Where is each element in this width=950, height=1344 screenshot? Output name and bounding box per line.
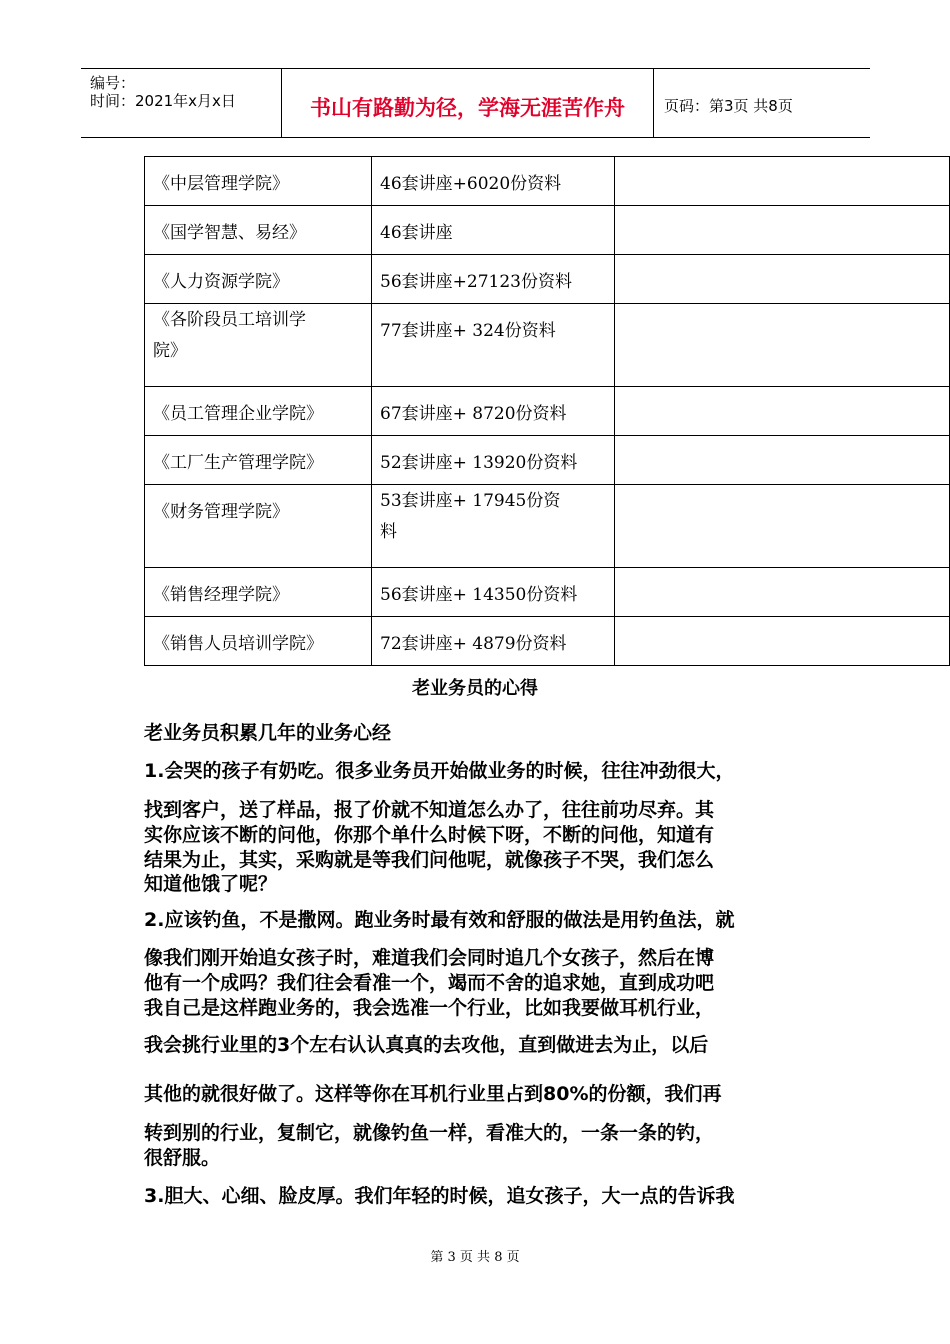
- article-line: 1.会哭的孩子有奶吃。很多业务员开始做业务的时候，往往冲劲很大，: [144, 760, 735, 782]
- empty-cell: [615, 387, 950, 436]
- course-content: 72套讲座+ 4879份资料: [372, 617, 615, 666]
- course-name: 《员工管理企业学院》: [145, 387, 372, 436]
- course-content: 67套讲座+ 8720份资料: [372, 387, 615, 436]
- header-page-cell: [654, 69, 870, 137]
- course-name: 《国学智慧、易经》: [145, 206, 372, 255]
- table-row: [145, 617, 950, 666]
- article-line: 找到客户，送了样品，报了价就不知道怎么办了，往往前功尽弃。其: [144, 799, 715, 821]
- header-motto-cell: [282, 69, 654, 137]
- course-name: 《销售人员培训学院》: [145, 617, 372, 666]
- table-row: [145, 157, 950, 206]
- empty-cell: [615, 436, 950, 485]
- course-content: 56套讲座+27123份资料: [372, 255, 615, 304]
- header-meta: [81, 69, 282, 137]
- article-line: 老业务员积累几年的业务心经: [144, 722, 392, 744]
- course-name: 《人力资源学院》: [145, 255, 372, 304]
- table-row: [145, 255, 950, 304]
- course-content-cell: [372, 485, 615, 568]
- course-name: 《工厂生产管理学院》: [145, 436, 372, 485]
- table-row: [145, 206, 950, 255]
- course-content-line-1: 53套讲座+ 17945份资: [380, 491, 561, 511]
- article-line: 3.胆大、心细、脸皮厚。我们年轻的时候，追女孩子，大一点的告诉我: [144, 1185, 735, 1207]
- table-row: [145, 304, 950, 387]
- course-content: 56套讲座+ 14350份资料: [372, 568, 615, 617]
- empty-cell: [615, 206, 950, 255]
- article-line: 结果为止，其实，采购就是等我们问他呢，就像孩子不哭，我们怎么: [144, 849, 715, 871]
- resource-table: [144, 156, 950, 666]
- course-name-line-1: 《各阶段员工培训学: [153, 310, 306, 330]
- article-line: 转到别的行业，复制它，就像钓鱼一样，看准大的，一条一条的钓，: [144, 1122, 715, 1144]
- article-line: 其他的就很好做了。这样等你在耳机行业里占到80%的份额，我们再: [144, 1083, 722, 1105]
- course-name-cell: [145, 304, 372, 387]
- course-name: 《销售经理学院》: [145, 568, 372, 617]
- document-time: 时间：2021年x月x日: [90, 92, 236, 110]
- article-line: 我自己是这样跑业务的，我会选准一个行业，比如我要做耳机行业，: [144, 997, 715, 1019]
- course-content-line-2: 料: [380, 522, 397, 542]
- course-content: 46套讲座: [372, 206, 615, 255]
- header-motto: 书山有路勤为径，学海无涯苦作舟: [310, 96, 625, 120]
- empty-cell: [615, 617, 950, 666]
- course-content: 77套讲座+ 324份资料: [372, 304, 615, 387]
- course-name: 《中层管理学院》: [145, 157, 372, 206]
- article-title: 老业务员的心得: [412, 678, 538, 699]
- table-row: [145, 387, 950, 436]
- article-line: 像我们刚开始追女孩子时，难道我们会同时追几个女孩子，然后在博: [144, 947, 715, 969]
- article-line: 知道他饿了呢？: [144, 873, 278, 895]
- empty-cell: [615, 568, 950, 617]
- course-content: 46套讲座+6020份资料: [372, 157, 615, 206]
- page-header: [81, 68, 870, 138]
- empty-cell: [615, 157, 950, 206]
- article-line: 2.应该钓鱼，不是撒网。跑业务时最有效和舒服的做法是用钓鱼法，就: [144, 909, 735, 931]
- article-line: 很舒服。: [144, 1147, 221, 1169]
- empty-cell: [615, 485, 950, 568]
- page-footer: 第 3 页 共 8 页: [430, 1250, 520, 1265]
- article-line: 他有一个成吗？我们往会看准一个，竭而不舍的追求她，直到成功吧: [144, 972, 715, 994]
- course-name-line-2: 院》: [153, 341, 187, 361]
- course-content: 52套讲座+ 13920份资料: [372, 436, 615, 485]
- table-row: [145, 485, 950, 568]
- table-row: [145, 436, 950, 485]
- article-line: 实你应该不断的问他，你那个单什么时候下呀，不断的问他，知道有: [144, 824, 715, 846]
- empty-cell: [615, 304, 950, 387]
- course-name: 《财务管理学院》: [145, 485, 372, 568]
- article-line: 我会挑行业里的3个左右认认真真的去攻他，直到做进去为止，以后: [144, 1034, 709, 1056]
- table-row: [145, 568, 950, 617]
- header-page-info: 页码：第3页 共8页: [664, 97, 793, 115]
- document-number: 编号：: [90, 74, 136, 92]
- empty-cell: [615, 255, 950, 304]
